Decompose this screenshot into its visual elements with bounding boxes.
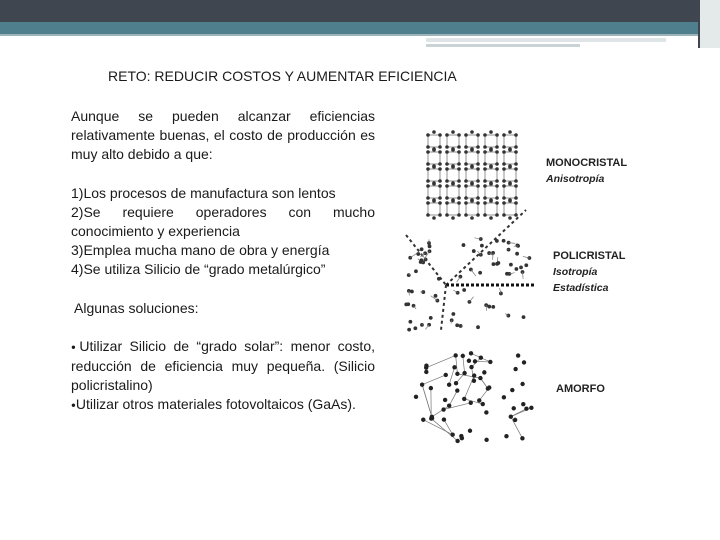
- reason-item: 3)Emplea mucha mano de obra y energía: [71, 242, 330, 259]
- solution-item: [71, 337, 375, 395]
- solution-text: Utilizar otros materiales fotovoltaicos (GaAs).: [75, 396, 356, 413]
- header-dark-band: [0, 0, 720, 22]
- intro-paragraph: Aunque se pueden alcanzar eficiencias relativamente buenas, el costo de producción es muy alto debido a que:: [71, 108, 375, 163]
- header-corner-block: [698, 0, 720, 48]
- crystal-structure-figure: [396, 125, 646, 450]
- solution-item: [71, 395, 375, 415]
- bullet-icon: ●: [71, 342, 80, 352]
- reason-item: 2)Se requiere operadores con mucho conocimiento y experiencia: [71, 203, 375, 240]
- slide-body: [71, 107, 375, 415]
- poly-sub-label: Estadística: [553, 282, 609, 294]
- header-divider: [0, 34, 720, 36]
- mono-sub-label: Anisotropía: [546, 173, 605, 185]
- solution-text: Utilizar Silicio de “grado solar”: menor costo, reducción de eficiencia muy pequeña. (Silicio policristalino): [71, 337, 375, 393]
- header-teal-band: [0, 22, 720, 34]
- slide-title: RETO: REDUCIR COSTOS Y AUMENTAR EFICIENCIA: [108, 68, 457, 84]
- crystal-structure-illustration: [396, 125, 646, 450]
- solutions-heading: Algunas soluciones:: [74, 299, 199, 316]
- bullet-icon: ●: [71, 400, 76, 410]
- mono-label: MONOCRISTAL: [546, 157, 628, 169]
- poly-sub-label: Isotropía: [553, 266, 598, 278]
- decorative-bar-short: [426, 44, 580, 47]
- poly-label: POLICRISTAL: [553, 250, 626, 262]
- reason-item: 1)Los procesos de manufactura son lentos: [71, 184, 336, 201]
- amorph-label: AMORFO: [556, 383, 605, 395]
- reason-item: 4)Se utiliza Silicio de “grado metalúrgico”: [71, 261, 326, 278]
- decorative-bar: [426, 38, 666, 42]
